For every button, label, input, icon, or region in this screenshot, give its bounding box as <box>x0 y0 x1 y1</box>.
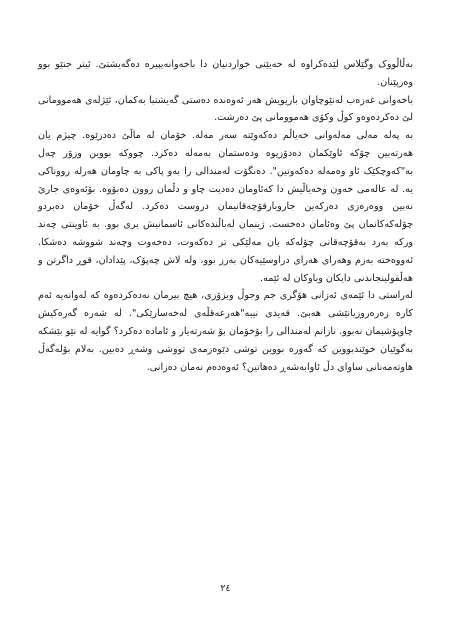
paragraph-4: لەراستی دا ئێمەی ئەزانی هۆگری جم وجوڵ وبزۆزی، هیچ بیرمان نەدەکردەوە کە لەوانەیە ئەم کارە زەرەروزیانێشی هەبێ. قەیدی نیبە"هەرعەقڵەی لەخەسارێکی". لە شەرە گەرەکیش چاوپۆشیمان نەبوو. نازانم لەمندالی را بۆخۆمان بۆ شەرتەیار و ئامادە دەکرد؟ گوایە لە نێو بێشکە بەگوێیان خوێندبووین کە گەورە بووین توشی دێوەزمەی تووشی وشەڕ دەبین. بەلام بۆلەگەڵ هاوتەمەنانی ساوای دڵ ئاوابەشەڕ دەهاتین؟ ئەوەدەم نەمان دەزانی. <box>38 290 413 373</box>
paragraph-3: بە پەلە مەلی مەلەوانی خەیاڵم دەکەوێتە سەر مەلە. خۆمان لە ماڵێ دەدزێوە. چیژم یان هەرتەبین چۆکە ئاوێکمان دەدۆزیوە ودەستمان بەمەلە دەکرد. چووکە بووین وزۆر چەل بە"کەوچکێک ئاو وەمەلە دەکەوتین". دەنگۆت لەمندالی را بەو پاکی بە چاومان هەرلە رووناکی یە. لە عالەمی خەون وخەیاڵیش دا کەئاومان دەدیت چاو و دڵمان روون دەبۆوە. بۆئەوەی جارێ نەبین ووەرەزی دەرکەین جاروبارقۆچەقانیمان دروست دەکرد. لەگەڵ خۆمان دەبردو چۆلەکەکانمان پێ وەئامان دەخست. ژینمان لەباڵندەکانی ئاسمانیش بری بوو. بە ئاوینتی چەند ورکە بەرد بەقۆچەقانی چۆلەکە یان مەلێکی تر دەکەوت، دەخەوت وچەند شووشە دەشکا. ئەووەختە بەزم وهەرای هەرای دراوسێیەکان بەرز بوو، ولە لاش چەپۆک، پێدادان، قوڕ داگرتن و هەڵقولینجاندنی دایکان وباوکان لە ئێمە. <box>38 130 413 284</box>
paragraph-1: بەڵاڵووک وگێلاس لێدەکراوە لە حەیێنی خواردنیان دا باخەوانەیپیرە دەگەیشتێ. ئیتر جنێو بوو وەرپێنان. <box>38 59 413 88</box>
page-number: ٢٤ <box>220 583 231 594</box>
paragraph-2: باخەوانی غەزەب لەنێوچاوان باریویش هەر ئەوەندە دەستی گەیشتبا بەکمان، ئێژلەی هەموومانی لێ دەکردەوەو کوڵ وکۆی هەموومانی پێ دەرشت. <box>38 94 413 124</box>
body-text <box>38 56 413 376</box>
